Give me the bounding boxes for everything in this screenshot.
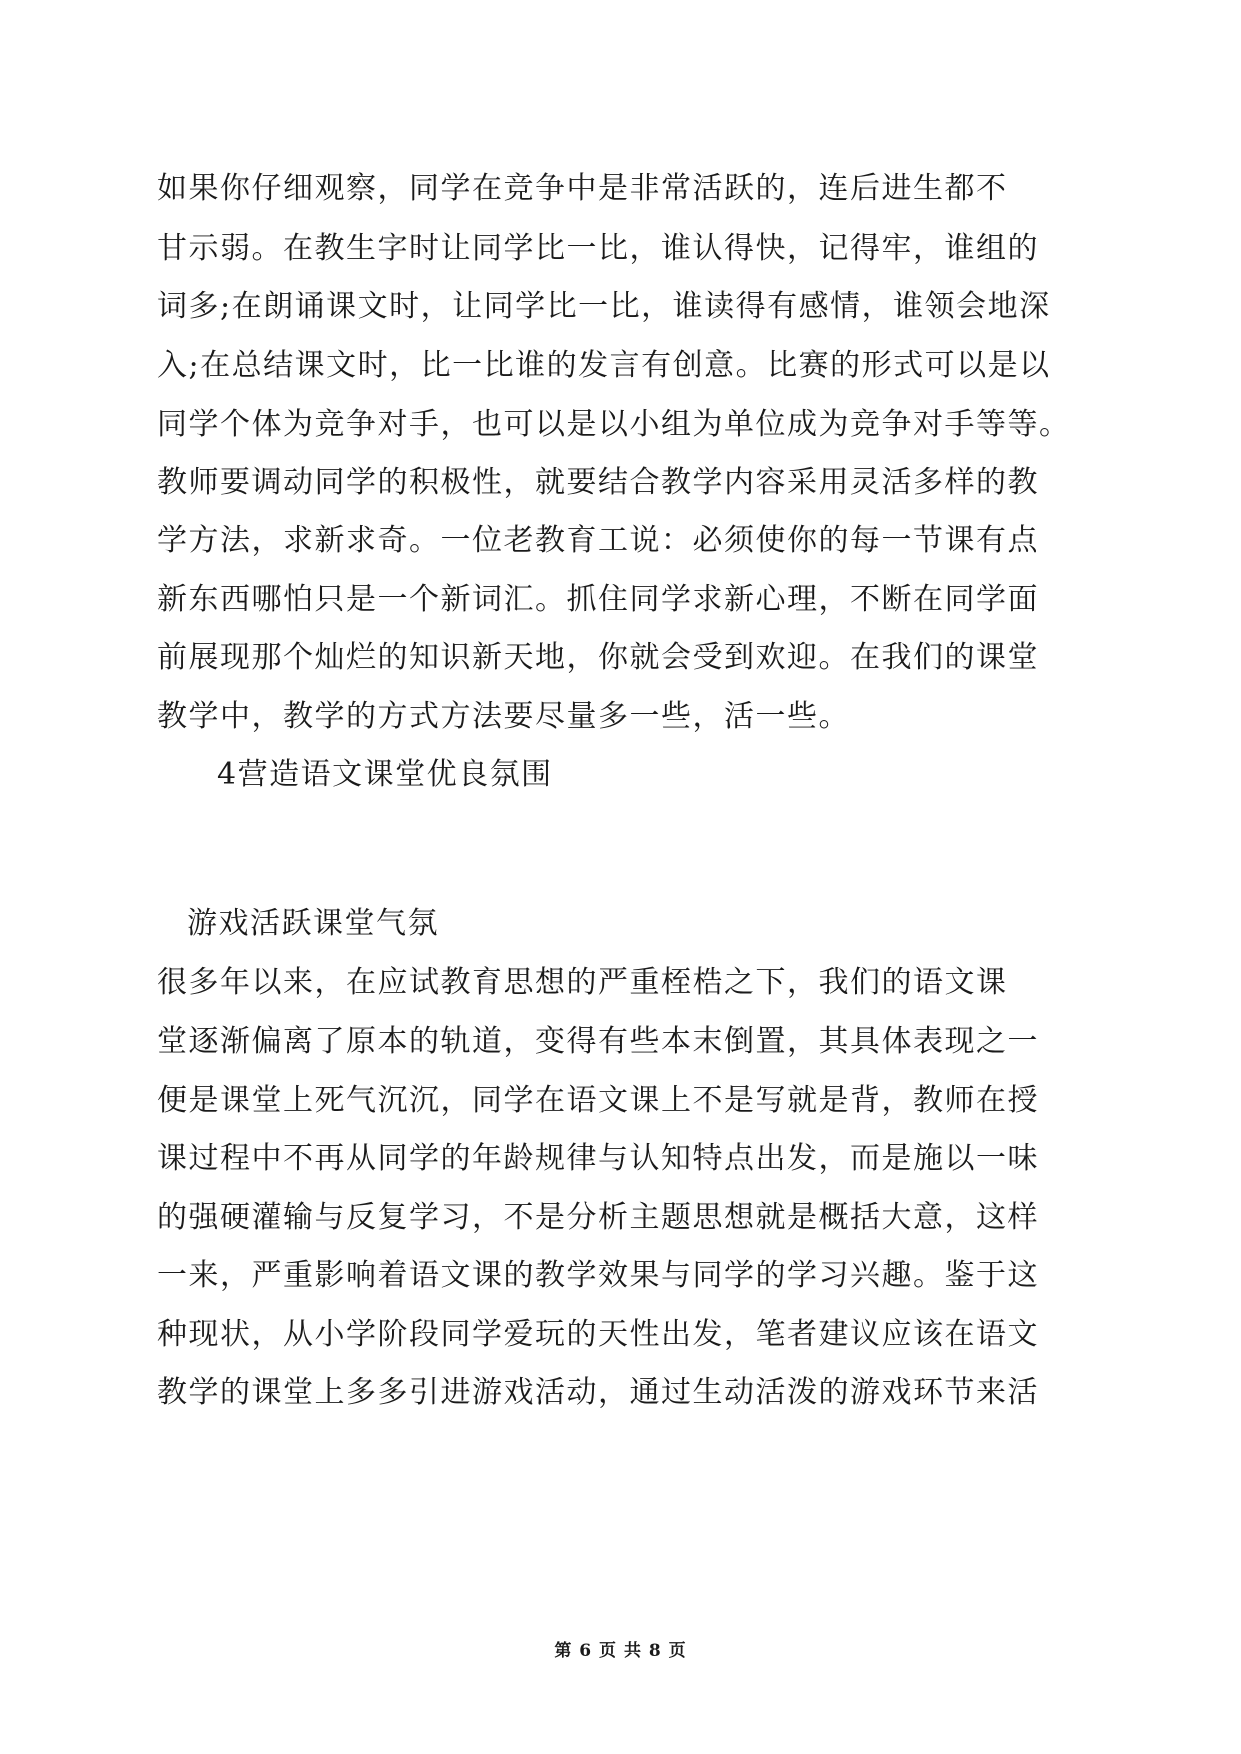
paragraph-2-line-1: 很多年以来，在应试教育思想的严重桎梏之下，我们的语文课 [157, 965, 1008, 1000]
section-heading: 4营造语文课堂优良氛围 [217, 757, 553, 792]
paragraph-1-line-7: 学方法，求新求奇。一位老教育工说：必须使你的每一节课有点 [157, 523, 1039, 558]
paragraph-2-line-2: 堂逐渐偏离了原本的轨道，变得有些本末倒置，其具体表现之一 [157, 1024, 1039, 1059]
paragraph-2-line-4: 课过程中不再从同学的年龄规律与认知特点出发，而是施以一味 [157, 1141, 1039, 1176]
paragraph-1-line-3: 词多;在朗诵课文时，让同学比一比，谁读得有感情，谁领会地深 [157, 289, 1051, 324]
paragraph-2-line-5: 的强硬灌输与反复学习，不是分析主题思想就是概括大意，这样 [157, 1200, 1039, 1235]
paragraph-1-line-1: 如果你仔细观察，同学在竞争中是非常活跃的，连后进生都不 [157, 171, 1008, 206]
paragraph-1-line-8: 新东西哪怕只是一个新词汇。抓住同学求新心理，不断在同学面 [157, 582, 1039, 617]
paragraph-1-line-9: 前展现那个灿烂的知识新天地，你就会受到欢迎。在我们的课堂 [157, 640, 1039, 675]
paragraph-2-line-7: 种现状，从小学阶段同学爱玩的天性出发，笔者建议应该在语文 [157, 1317, 1039, 1352]
paragraph-1-line-5: 同学个体为竞争对手，也可以是以小组为单位成为竞争对手等等。 [157, 407, 1071, 442]
paragraph-2-line-3: 便是课堂上死气沉沉，同学在语文课上不是写就是背，教师在授 [157, 1083, 1039, 1118]
paragraph-1-line-6: 教师要调动同学的积极性，就要结合教学内容采用灵活多样的教 [157, 465, 1039, 500]
paragraph-1-line-2: 甘示弱。在教生字时让同学比一比，谁认得快，记得牢，谁组的 [157, 231, 1039, 266]
paragraph-2-line-8: 教学的课堂上多多引进游戏活动，通过生动活泼的游戏环节来活 [157, 1375, 1039, 1410]
paragraph-2-line-6: 一来，严重影响着语文课的教学效果与同学的学习兴趣。鉴于这 [157, 1258, 1039, 1293]
page-number-footer: 第 6 页 共 8 页 [554, 1641, 687, 1661]
paragraph-1-line-10: 教学中，教学的方式方法要尽量多一些，活一些。 [157, 699, 850, 734]
subheading: 游戏活跃课堂气氛 [187, 906, 439, 941]
paragraph-1-line-4: 入;在总结课文时，比一比谁的发言有创意。比赛的形式可以是以 [157, 348, 1051, 383]
